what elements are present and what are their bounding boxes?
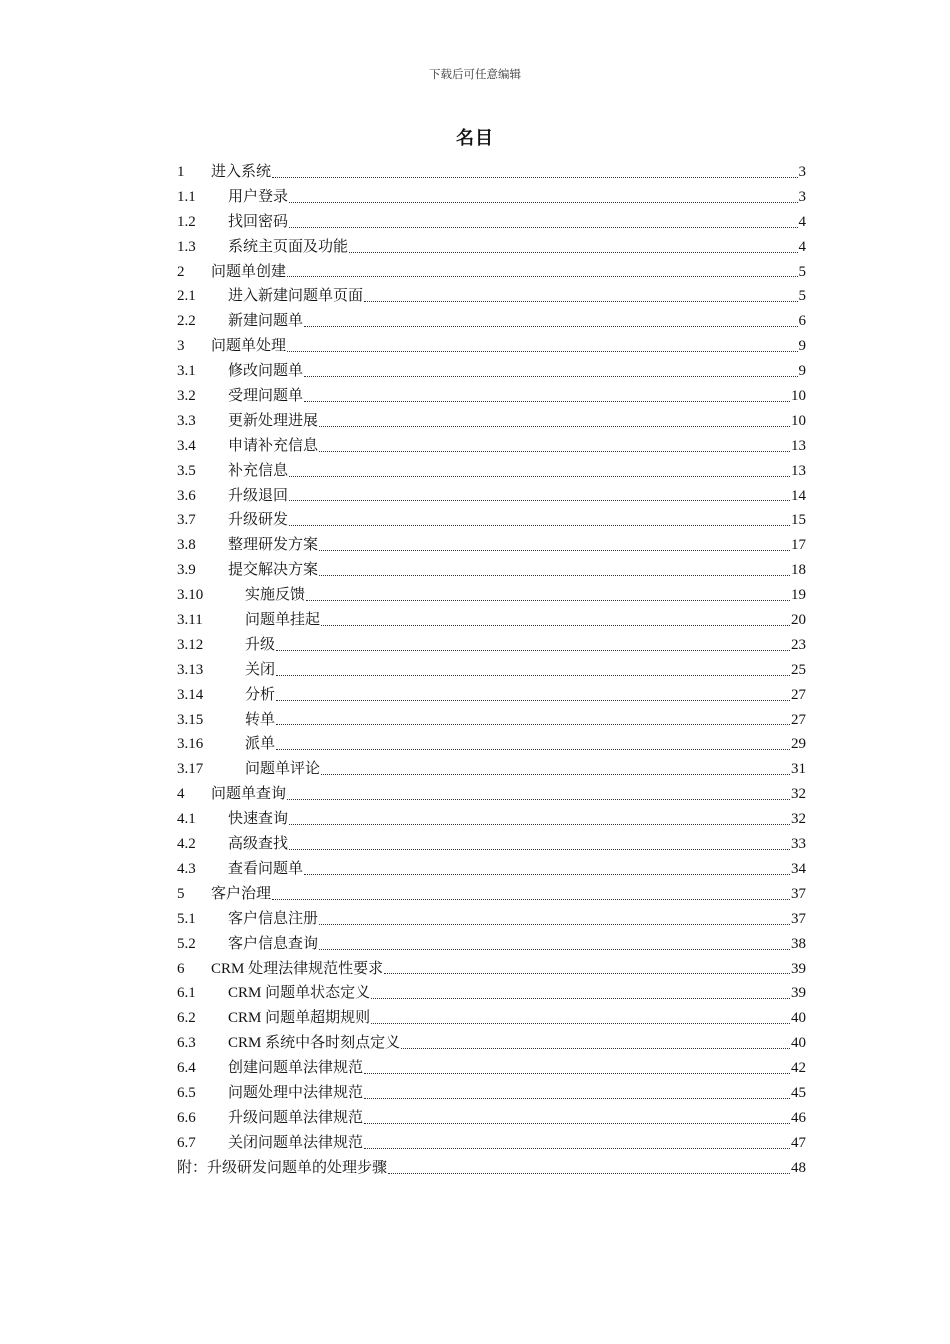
toc-entry-page: 5 xyxy=(798,288,806,305)
toc-dot-leader xyxy=(289,500,790,501)
toc-entry-label: 客户信息注册 xyxy=(228,910,319,927)
toc-entry-label: 找回密码 xyxy=(228,213,289,230)
toc-entry-page: 18 xyxy=(791,562,806,579)
toc-entry-number: 3.4 xyxy=(177,437,196,454)
toc-dot-leader xyxy=(276,675,790,676)
toc-entry[interactable] xyxy=(177,932,806,957)
toc-entry-page: 33 xyxy=(791,836,806,853)
toc-entry-number: 3.9 xyxy=(177,562,196,579)
toc-entry-number: 6.4 xyxy=(177,1060,196,1077)
toc-entry-number: 4.2 xyxy=(177,836,196,853)
toc-entry[interactable] xyxy=(177,1056,806,1081)
toc-entry-number: 2.2 xyxy=(177,313,196,330)
toc-entry-number: 5.1 xyxy=(177,910,196,927)
toc-entry-number: 1 xyxy=(177,164,185,180)
toc-entry[interactable] xyxy=(177,434,806,459)
toc-entry-page: 19 xyxy=(791,587,806,604)
toc-entry-number: 3.10 xyxy=(177,587,204,604)
toc-entry-label: 升级 xyxy=(245,636,276,653)
toc-entry-label: 申请补充信息 xyxy=(228,437,319,454)
toc-dot-leader xyxy=(306,600,790,601)
toc-entry-label: 关闭 xyxy=(245,661,276,678)
toc-entry-page: 4 xyxy=(798,238,806,255)
toc-entry[interactable] xyxy=(177,334,806,359)
toc-dot-leader xyxy=(272,899,790,900)
toc-entry-number: 2.1 xyxy=(177,288,196,305)
toc-entry-page: 4 xyxy=(798,213,806,230)
toc-entry-number: 3.15 xyxy=(177,711,204,728)
toc-dot-leader xyxy=(304,874,790,875)
toc-entry[interactable] xyxy=(177,708,806,733)
toc-entry-number: 1.1 xyxy=(177,188,196,205)
toc-entry-label: 客户治理 xyxy=(211,885,272,902)
toc-entry-label: 用户登录 xyxy=(228,188,289,205)
toc-dot-leader xyxy=(364,1073,790,1074)
toc-entry-page: 39 xyxy=(791,985,806,1002)
toc-entry[interactable] xyxy=(177,160,806,185)
toc-entry-label: 问题单创建 xyxy=(211,263,287,280)
toc-dot-leader xyxy=(319,426,790,427)
toc-entry-number: 3.5 xyxy=(177,462,196,479)
toc-entry[interactable] xyxy=(177,459,806,484)
toc-entry-page: 37 xyxy=(791,910,806,927)
toc-dot-leader xyxy=(304,401,790,402)
toc-entry-number: 6.5 xyxy=(177,1084,196,1101)
toc-entry-label: 问题单挂起 xyxy=(245,612,321,629)
toc-dot-leader xyxy=(289,849,790,850)
toc-entry-page: 14 xyxy=(791,487,806,504)
toc-dot-leader xyxy=(287,799,790,800)
toc-entry[interactable] xyxy=(177,658,806,683)
toc-entry[interactable] xyxy=(177,1081,806,1106)
toc-title: 名目 xyxy=(456,128,494,148)
toc-entry-page: 42 xyxy=(791,1060,806,1077)
toc-entry[interactable] xyxy=(177,832,806,857)
toc-entry-label: CRM 系统中各时刻点定义 xyxy=(228,1035,401,1052)
toc-entry-page: 17 xyxy=(791,537,806,554)
toc-entry[interactable] xyxy=(177,882,806,907)
toc-dot-leader xyxy=(321,625,790,626)
toc-dot-leader xyxy=(364,1123,790,1124)
toc-entry[interactable] xyxy=(177,284,806,309)
toc-dot-leader xyxy=(388,1173,790,1174)
toc-entry[interactable] xyxy=(177,484,806,509)
toc-entry-page: 9 xyxy=(798,363,806,380)
toc-entry-label: 查看问题单 xyxy=(228,860,304,877)
toc-entry[interactable] xyxy=(177,508,806,533)
toc-entry-page: 37 xyxy=(791,885,806,902)
toc-entry-label: 整理研发方案 xyxy=(228,537,319,554)
toc-entry-page: 3 xyxy=(798,188,806,205)
toc-entry-label: 提交解决方案 xyxy=(228,562,319,579)
toc-entry-page: 38 xyxy=(791,935,806,952)
toc-entry-number: 6 xyxy=(177,960,185,977)
toc-entry-number: 3.7 xyxy=(177,512,196,529)
toc-entry-number: 3.3 xyxy=(177,412,196,429)
toc-entry-page: 23 xyxy=(791,636,806,653)
toc-dot-leader xyxy=(371,1023,790,1024)
toc-entry-number: 6.6 xyxy=(177,1109,196,1126)
toc-entry[interactable] xyxy=(177,732,806,757)
toc-dot-leader xyxy=(289,824,790,825)
toc-entry-page: 20 xyxy=(791,612,806,629)
toc-entry-label: 实施反馈 xyxy=(245,587,306,604)
toc-dot-leader xyxy=(401,1048,790,1049)
toc-entry[interactable] xyxy=(177,533,806,558)
toc-dot-leader xyxy=(349,252,797,253)
toc-entry-page: 25 xyxy=(791,661,806,678)
toc-dot-leader xyxy=(319,550,790,551)
toc-entry-number: 3 xyxy=(177,338,185,355)
toc-entry-label: 系统主页面及功能 xyxy=(228,238,349,255)
toc-entry[interactable] xyxy=(177,1131,806,1156)
toc-entry[interactable] xyxy=(177,260,806,285)
toc-dot-leader xyxy=(276,724,790,725)
toc-entry-label: 分析 xyxy=(245,686,276,703)
toc-entry-label: 进入系统 xyxy=(211,164,272,180)
toc-entry-label: CRM 处理法律规范性要求 xyxy=(211,960,384,977)
toc-entry[interactable] xyxy=(177,583,806,608)
toc-entry-label: 关闭问题单法律规范 xyxy=(228,1134,364,1151)
toc-entry[interactable] xyxy=(177,309,806,334)
toc-entry-label: 高级查找 xyxy=(228,836,289,853)
toc-entry-label: 附：升级研发问题单的处理步骤 xyxy=(177,1159,388,1176)
toc-entry-page: 13 xyxy=(791,437,806,454)
toc-entry-label: 快速查询 xyxy=(228,811,289,828)
toc-entry[interactable] xyxy=(177,757,806,782)
toc-dot-leader xyxy=(364,1098,790,1099)
toc-entry-number: 3.2 xyxy=(177,388,196,405)
toc-entry-label: 问题单评论 xyxy=(245,761,321,778)
toc-entry-label: 新建问题单 xyxy=(228,313,304,330)
toc-entry-page: 27 xyxy=(791,711,806,728)
toc-entry-page: 5 xyxy=(798,263,806,280)
toc-dot-leader xyxy=(287,276,797,277)
toc-entry-page: 48 xyxy=(791,1159,806,1176)
toc-entry[interactable] xyxy=(177,957,806,982)
toc-entry[interactable] xyxy=(177,807,806,832)
toc-entry-page: 40 xyxy=(791,1035,806,1052)
toc-entry-label: 派单 xyxy=(245,736,276,753)
toc-entry[interactable] xyxy=(177,235,806,260)
toc-entry-label: 客户信息查询 xyxy=(228,935,319,952)
toc-dot-leader xyxy=(272,177,797,178)
page-header: 下载后可任意编辑 xyxy=(429,69,521,81)
toc-entry[interactable] xyxy=(177,857,806,882)
toc-dot-leader xyxy=(319,924,790,925)
toc-entry[interactable] xyxy=(177,185,806,210)
toc-entry-number: 3.1 xyxy=(177,363,196,380)
toc-dot-leader xyxy=(319,575,790,576)
toc-entry-number: 2 xyxy=(177,263,185,280)
toc-entry[interactable] xyxy=(177,782,806,807)
toc-entry-number: 3.8 xyxy=(177,537,196,554)
toc-entry[interactable] xyxy=(177,608,806,633)
toc-entry-page: 13 xyxy=(791,462,806,479)
toc-entry-number: 4.1 xyxy=(177,811,196,828)
toc-entry-label: 补充信息 xyxy=(228,462,289,479)
toc-entry-page: 27 xyxy=(791,686,806,703)
toc-entry[interactable] xyxy=(177,907,806,932)
toc-entry-label: 问题单查询 xyxy=(211,786,287,803)
toc-dot-leader xyxy=(289,202,797,203)
toc-entry[interactable] xyxy=(177,1031,806,1056)
toc-entry[interactable] xyxy=(177,384,806,409)
toc-entry-label: CRM 问题单状态定义 xyxy=(228,985,371,1002)
toc-entry-label: 进入新建问题单页面 xyxy=(228,288,364,305)
toc-entry-number: 3.6 xyxy=(177,487,196,504)
toc-entry-label: 问题处理中法律规范 xyxy=(228,1084,364,1101)
toc-entry-number: 1.2 xyxy=(177,213,196,230)
toc-entry-page: 3 xyxy=(798,164,806,180)
toc-entry-number: 4 xyxy=(177,786,185,803)
toc-dot-leader xyxy=(276,650,790,651)
toc-entry[interactable] xyxy=(177,1006,806,1031)
toc-entry-number: 6.1 xyxy=(177,985,196,1002)
toc-entry-page: 31 xyxy=(791,761,806,778)
toc-dot-leader xyxy=(287,351,797,352)
toc-dot-leader xyxy=(304,326,797,327)
toc-entry-number: 5 xyxy=(177,885,185,902)
toc-entry-page: 46 xyxy=(791,1109,806,1126)
toc-entry-number: 6.3 xyxy=(177,1035,196,1052)
toc-entry-number: 1.3 xyxy=(177,238,196,255)
toc-entry[interactable] xyxy=(177,981,806,1006)
toc-entry-page: 10 xyxy=(791,412,806,429)
toc-entry-label: CRM 问题单超期规则 xyxy=(228,1010,371,1027)
toc-entry[interactable] xyxy=(177,683,806,708)
toc-dot-leader xyxy=(289,476,790,477)
toc-entry[interactable] xyxy=(177,1156,806,1181)
toc-entry-label: 升级问题单法律规范 xyxy=(228,1109,364,1126)
toc-entry-page: 45 xyxy=(791,1084,806,1101)
toc-entry-page: 40 xyxy=(791,1010,806,1027)
toc-dot-leader xyxy=(364,301,797,302)
toc-entry-number: 3.14 xyxy=(177,686,204,703)
toc-entry-page: 47 xyxy=(791,1134,806,1151)
toc-entry-label: 受理问题单 xyxy=(228,388,304,405)
toc-dot-leader xyxy=(319,949,790,950)
toc-dot-leader xyxy=(304,376,797,377)
toc-entry-label: 创建问题单法律规范 xyxy=(228,1060,364,1077)
toc-entry-label: 升级退回 xyxy=(228,487,289,504)
toc-entry-number: 3.13 xyxy=(177,661,204,678)
toc-entry-page: 9 xyxy=(798,338,806,355)
toc-dot-leader xyxy=(319,451,790,452)
toc-entry-number: 4.3 xyxy=(177,860,196,877)
toc-entry-page: 15 xyxy=(791,512,806,529)
toc-entry-page: 39 xyxy=(791,960,806,977)
toc-entry[interactable] xyxy=(177,1106,806,1131)
toc-entry-label: 转单 xyxy=(245,711,276,728)
toc-dot-leader xyxy=(289,227,797,228)
toc-dot-leader xyxy=(364,1148,790,1149)
toc-entry-page: 10 xyxy=(791,388,806,405)
toc-dot-leader xyxy=(384,973,790,974)
toc-entry-number: 6.2 xyxy=(177,1010,196,1027)
toc-entry-number: 3.16 xyxy=(177,736,204,753)
toc-entry-page: 29 xyxy=(791,736,806,753)
toc-entry-number: 5.2 xyxy=(177,935,196,952)
toc-entry[interactable] xyxy=(177,558,806,583)
toc-dot-leader xyxy=(321,774,790,775)
toc-entry[interactable] xyxy=(177,359,806,384)
toc-entry-page: 6 xyxy=(798,313,806,330)
toc-entry-label: 升级研发 xyxy=(228,512,289,529)
toc-entry-number: 6.7 xyxy=(177,1134,196,1151)
toc-dot-leader xyxy=(371,998,790,999)
toc-entry[interactable] xyxy=(177,633,806,658)
toc-dot-leader xyxy=(276,700,790,701)
toc-entry[interactable] xyxy=(177,409,806,434)
table-of-contents xyxy=(177,160,806,1181)
toc-entry-page: 32 xyxy=(791,811,806,828)
toc-entry-label: 更新处理进展 xyxy=(228,412,319,429)
toc-entry-number: 3.11 xyxy=(177,612,203,629)
toc-entry-number: 3.12 xyxy=(177,636,204,653)
toc-dot-leader xyxy=(289,525,790,526)
toc-entry-page: 32 xyxy=(791,786,806,803)
toc-entry-number: 3.17 xyxy=(177,761,204,778)
toc-dot-leader xyxy=(276,749,790,750)
toc-entry[interactable] xyxy=(177,210,806,235)
toc-entry-label: 问题单处理 xyxy=(211,338,287,355)
toc-entry-page: 34 xyxy=(791,860,806,877)
toc-entry-label: 修改问题单 xyxy=(228,363,304,380)
